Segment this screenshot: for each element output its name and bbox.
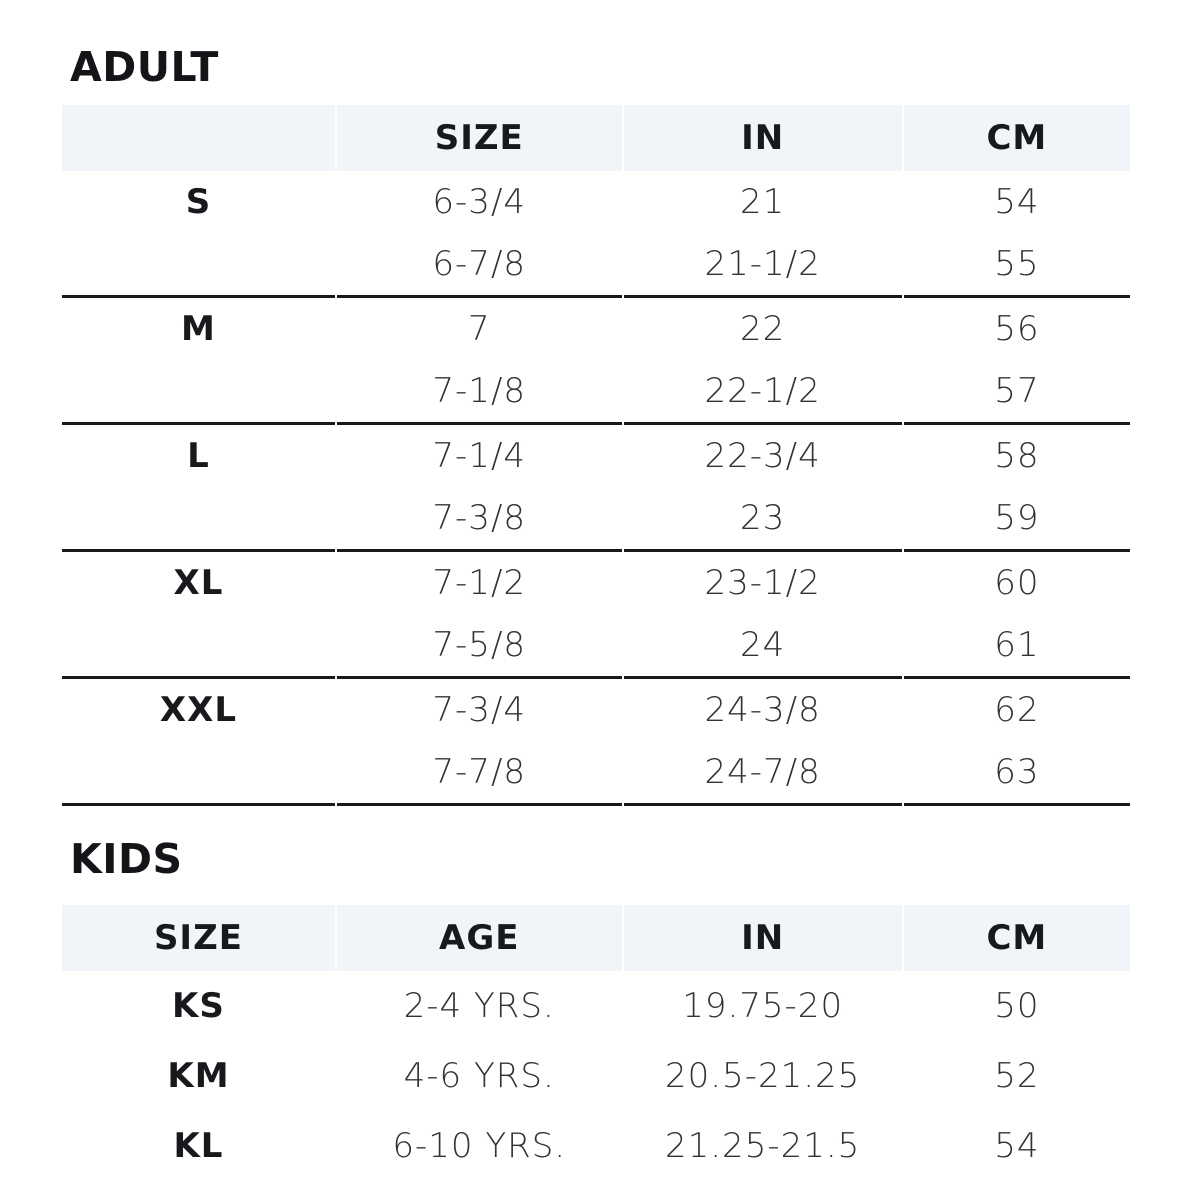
hat-size-cell: 6-3/4 — [432, 182, 527, 222]
cm-cell: 54 — [994, 182, 1040, 222]
adult-size-row — [62, 614, 1130, 679]
size-group-label: XL — [173, 563, 224, 603]
kids-size-label: KM — [167, 1056, 230, 1096]
adult-header-blank — [62, 105, 335, 171]
cm-cell: 54 — [994, 1126, 1040, 1166]
inches-cell: 21.25-21.5 — [664, 1126, 861, 1166]
cm-cell: 55 — [904, 233, 1130, 298]
size-group-label — [62, 741, 335, 806]
size-group-label: S — [185, 182, 212, 222]
age-cell: 4-6 YRS. — [403, 1056, 555, 1096]
adult-size-row — [62, 171, 1130, 233]
adult-size-row — [62, 298, 1130, 360]
cm-cell: 61 — [904, 614, 1130, 679]
size-group-label: M — [181, 309, 216, 349]
adult-header-cm: CM — [904, 105, 1130, 171]
adult-header-inches: IN — [624, 105, 902, 171]
adult-header-row — [62, 105, 1130, 171]
inches-cell: 19.75-20 — [682, 986, 844, 1026]
kids-section-title: KIDS — [70, 835, 183, 883]
cm-cell: 58 — [994, 436, 1040, 476]
size-group-label — [62, 360, 335, 425]
cm-cell: 62 — [994, 690, 1040, 730]
adult-size-row — [62, 679, 1130, 741]
cm-cell: 50 — [994, 986, 1040, 1026]
inches-cell: 24-3/8 — [704, 690, 821, 730]
size-group-label — [62, 487, 335, 552]
kids-header-inches: IN — [624, 905, 902, 971]
adult-header-size: SIZE — [337, 105, 622, 171]
inches-cell: 22 — [740, 309, 786, 349]
cm-cell: 56 — [994, 309, 1040, 349]
adult-size-row — [62, 552, 1130, 614]
inches-cell: 23-1/2 — [704, 563, 821, 603]
kids-size-row — [62, 1041, 1130, 1111]
adult-size-row — [62, 741, 1130, 806]
cm-cell: 59 — [904, 487, 1130, 552]
adult-table-body — [62, 171, 1130, 806]
adult-section-title: ADULT — [70, 43, 219, 91]
size-group-label: L — [187, 436, 210, 476]
adult-size-row — [62, 233, 1130, 298]
inches-cell: 21 — [740, 182, 786, 222]
adult-size-table — [60, 105, 1132, 806]
kids-header-size: SIZE — [62, 905, 335, 971]
hat-size-cell: 7 — [467, 309, 491, 349]
inches-cell: 22-1/2 — [624, 360, 902, 425]
inches-cell: 21-1/2 — [624, 233, 902, 298]
kids-table-header — [62, 905, 1130, 971]
adult-size-row — [62, 425, 1130, 487]
cm-cell: 52 — [994, 1056, 1040, 1096]
adult-size-row — [62, 487, 1130, 552]
cm-cell: 63 — [904, 741, 1130, 806]
inches-cell: 20.5-21.25 — [664, 1056, 861, 1096]
kids-size-row — [62, 971, 1130, 1041]
kids-header-row — [62, 905, 1130, 971]
adult-table-header — [62, 105, 1130, 171]
hat-size-cell: 7-1/8 — [337, 360, 622, 425]
inches-cell: 24-7/8 — [624, 741, 902, 806]
kids-size-row — [62, 1111, 1130, 1181]
hat-size-cell: 6-7/8 — [337, 233, 622, 298]
hat-size-cell: 7-3/4 — [432, 690, 527, 730]
kids-size-label: KS — [172, 986, 225, 1026]
kids-header-age: AGE — [337, 905, 622, 971]
size-group-label — [62, 233, 335, 298]
hat-size-cell: 7-1/2 — [432, 563, 527, 603]
adult-size-row — [62, 360, 1130, 425]
hat-size-cell: 7-3/8 — [337, 487, 622, 552]
hat-size-cell: 7-5/8 — [337, 614, 622, 679]
cm-cell: 60 — [994, 563, 1040, 603]
age-cell: 2-4 YRS. — [403, 986, 555, 1026]
size-group-label: XXL — [159, 690, 237, 730]
inches-cell: 23 — [624, 487, 902, 552]
kids-size-table — [60, 905, 1132, 1181]
cm-cell: 57 — [904, 360, 1130, 425]
hat-size-cell: 7-1/4 — [432, 436, 527, 476]
inches-cell: 24 — [624, 614, 902, 679]
kids-header-cm: CM — [904, 905, 1130, 971]
size-group-label — [62, 614, 335, 679]
kids-table-body — [62, 971, 1130, 1181]
kids-size-label: KL — [173, 1126, 224, 1166]
age-cell: 6-10 YRS. — [392, 1126, 567, 1166]
inches-cell: 22-3/4 — [704, 436, 821, 476]
hat-size-cell: 7-7/8 — [337, 741, 622, 806]
